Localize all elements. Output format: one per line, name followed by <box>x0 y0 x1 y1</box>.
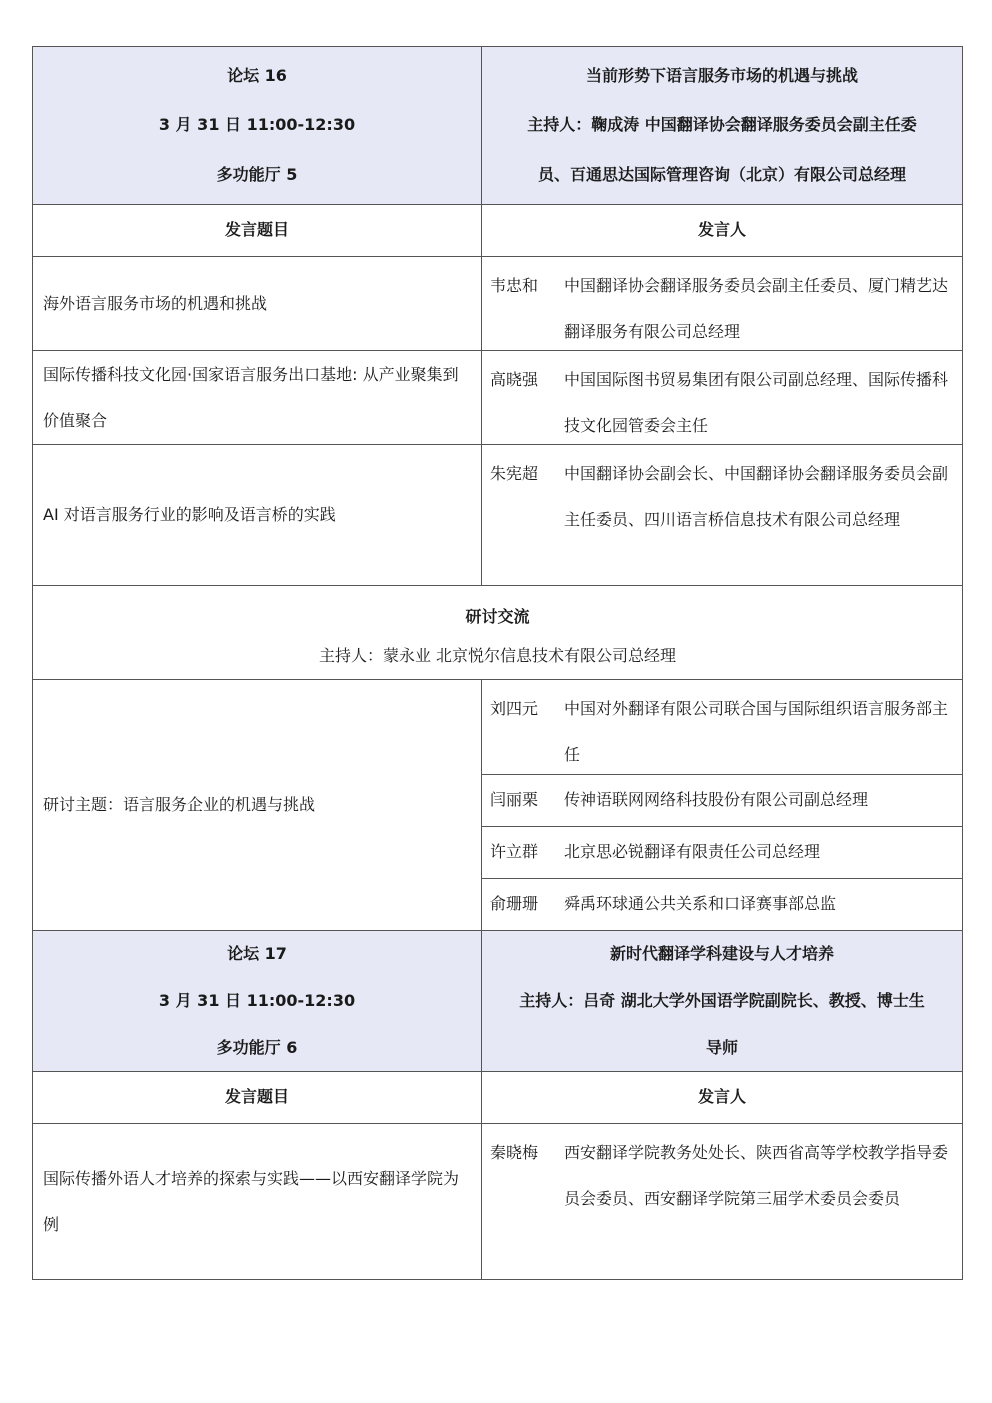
forum-theme: 当前形势下语言服务市场的机遇与挑战 <box>585 65 858 85</box>
forum-info-cell <box>33 931 482 1071</box>
column-header-row <box>33 1071 962 1123</box>
discussant-list <box>482 680 962 930</box>
discussant-name: 刘四元 <box>490 699 539 718</box>
speech-topic: 国际传播外语人才培养的探索与实践——以西安翻译学院为例 <box>33 1124 482 1279</box>
forum-theme-cell <box>482 931 962 1071</box>
forum-header-row <box>33 46 962 204</box>
discussant-title: 中国对外翻译有限公司联合国与国际组织语言服务部主任 <box>564 699 949 764</box>
speaker-cell <box>482 351 962 444</box>
speaker-cell <box>482 445 962 585</box>
table-row <box>33 256 962 350</box>
discussant-name: 闫丽栗 <box>490 790 539 809</box>
speech-topic: AI 对语言服务行业的影响及语言桥的实践 <box>33 445 482 585</box>
discussant <box>482 680 962 774</box>
speaker-name: 韦忠和 <box>490 276 539 295</box>
discussion-host: 主持人：蒙永业 北京悦尔信息技术有限公司总经理 <box>318 646 677 665</box>
forum-header-row <box>33 930 962 1071</box>
forum-host-line-1: 主持人：吕奇 湖北大学外国语学院副院长、教授、博士生 <box>519 990 925 1010</box>
forum-host-line-1: 主持人：鞠成涛 中国翻译协会翻译服务委员会副主任委 <box>527 115 917 135</box>
discussion-row <box>33 585 962 679</box>
forum-title: 论坛 16 <box>227 65 287 85</box>
agenda-document <box>32 46 961 1280</box>
discussant <box>482 878 962 929</box>
discussion-cell <box>33 586 962 679</box>
speaker-name: 朱宪超 <box>490 464 539 483</box>
forum-info-cell <box>33 47 482 204</box>
table-row <box>33 350 962 444</box>
speaker-name: 高晓强 <box>490 370 539 389</box>
forum-16-table <box>32 46 963 930</box>
discussion-topic: 研讨主题：语言服务企业的机遇与挑战 <box>33 680 482 930</box>
column-header-row <box>33 204 962 256</box>
speaker-title: 中国翻译协会翻译服务委员会副主任委员、厦门精艺达翻译服务有限公司总经理 <box>564 276 949 341</box>
forum-17-table <box>32 930 963 1280</box>
speaker-name: 秦晓梅 <box>490 1143 539 1162</box>
forum-room: 多功能厅 5 <box>216 165 298 185</box>
discussant <box>482 826 962 878</box>
discussant-name: 俞珊珊 <box>490 894 539 913</box>
forum-theme-cell <box>482 47 962 204</box>
column-header-speaker: 发言人 <box>697 1087 746 1106</box>
speaker-cell <box>482 1124 962 1279</box>
speech-topic: 海外语言服务市场的机遇和挑战 <box>33 257 482 350</box>
forum-theme: 新时代翻译学科建设与人才培养 <box>609 944 834 964</box>
column-header-speaker: 发言人 <box>697 220 746 239</box>
speaker-title: 中国翻译协会副会长、中国翻译协会翻译服务委员会副主任委员、四川语言桥信息技术有限公司总经理 <box>564 464 949 529</box>
table-row <box>33 1123 962 1280</box>
forum-time: 3 月 31 日 11:00-12:30 <box>158 990 356 1010</box>
column-header-topic: 发言题目 <box>33 1072 482 1123</box>
discussant <box>482 774 962 826</box>
forum-host-line-2: 导师 <box>705 1037 738 1057</box>
forum-title: 论坛 17 <box>227 944 287 964</box>
speaker-title: 西安翻译学院教务处处长、陕西省高等学校教学指导委员会委员、西安翻译学院第三届学术委员会委员 <box>564 1143 949 1208</box>
forum-time: 3 月 31 日 11:00-12:30 <box>158 115 356 135</box>
forum-host-line-2: 员、百通思达国际管理咨询（北京）有限公司总经理 <box>537 165 906 185</box>
speaker-title: 中国国际图书贸易集团有限公司副总经理、国际传播科技文化园管委会主任 <box>564 370 949 435</box>
speech-topic: 国际传播科技文化园·国家语言服务出口基地: 从产业聚集到价值聚合 <box>33 351 482 444</box>
table-row <box>33 444 962 585</box>
discussant-title: 舜禹环球通公共关系和口译赛事部总监 <box>564 894 837 913</box>
discussion-panel-row <box>33 679 962 930</box>
speaker-cell <box>482 257 962 350</box>
discussant-title: 传神语联网网络科技股份有限公司副总经理 <box>564 790 869 809</box>
forum-room: 多功能厅 6 <box>216 1037 298 1057</box>
column-header-topic: 发言题目 <box>33 205 482 256</box>
discussant-title: 北京思必锐翻译有限责任公司总经理 <box>564 842 821 861</box>
discussion-title: 研讨交流 <box>465 607 530 626</box>
discussant-name: 许立群 <box>490 842 539 861</box>
